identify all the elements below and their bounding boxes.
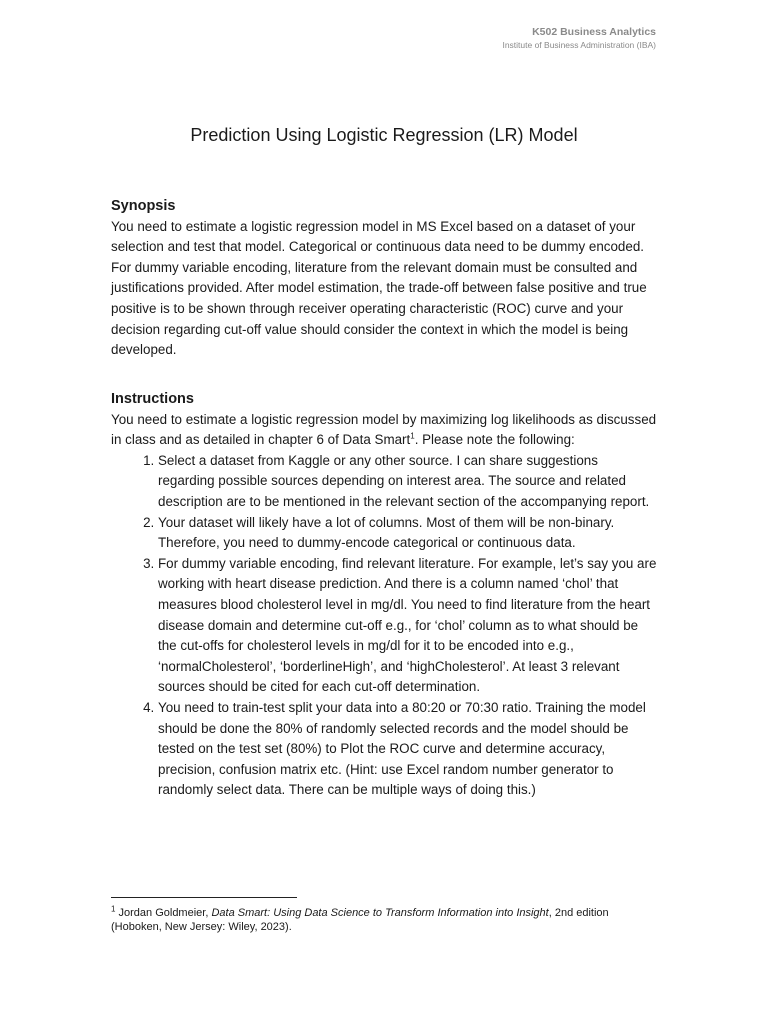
synopsis-text: You need to estimate a logistic regression model in MS Excel based on a dataset of your selection and test that model. Categorical or continuous data need to be dummy encoded. For dummy variable encoding, literature from the relevant domain must be consulted and justifications provided. After model estimation, the trade-off between false positive and true positive is to be shown through receiver operating characteristic (ROC) curve and your decision regarding cut-off value should consider the context in which the model is being developed.: [111, 218, 647, 358]
list-item: 1. Select a dataset from Kaggle or any other source. I can share suggestions regarding possible sources depending on interest area. The source and related description are to be mentioned in the relevant section of the accompanying report.: [158, 451, 657, 513]
footnote: [111, 906, 657, 934]
instructions-heading: Instructions: [111, 391, 194, 407]
course-name: K502 Business Analytics: [532, 26, 656, 38]
footnote-divider: [111, 897, 297, 898]
instructions-list: [111, 451, 657, 801]
document-header: [502, 26, 656, 51]
list-item: 2. Your dataset will likely have a lot of columns. Most of them will be non-binary. Therefore, you need to dummy-encode categorical or continuous data.: [158, 513, 657, 554]
list-item: 4. You need to train-test split your data into a 80:20 or 70:30 ratio. Training the model should be done the 80% of randomly selected records and the model should be tested on the test set (80%) to Plot the ROC curve and determine accuracy, precision, confusion matrix etc. (Hint: use Excel random number generator to randomly select data. There can be multiple ways of doing this.): [158, 698, 657, 801]
institute-name: Institute of Business Administration (IBA): [502, 40, 656, 50]
footnote-ref[interactable]: 1: [410, 431, 415, 441]
synopsis-section: [111, 196, 657, 361]
footnote-details: , 2nd edition (Hoboken, New Jersey: Wiley, 2023).: [111, 907, 609, 933]
footnote-book-title: Data Smart: Using Data Science to Transform Information into Insight: [211, 907, 549, 919]
intro-text: You need to estimate a logistic regression model by maximizing log likelihoods as discussed in class and as detailed in chapter 6 of Data Smart: [111, 411, 657, 448]
footnote-marker: 1: [111, 904, 116, 914]
synopsis-heading: Synopsis: [111, 198, 176, 214]
footnote-author: Jordan Goldmeier,: [115, 907, 212, 919]
instructions-section: [111, 389, 657, 801]
page-title: Prediction Using Logistic Regression (LR) Model: [190, 125, 578, 145]
list-item: 3. For dummy variable encoding, find relevant literature. For example, let’s say you are working with heart disease prediction. And there is a column named ‘chol’ that measures blood cholesterol level in mg/dl. You need to find literature from the heart disease domain and determine cut-off e.g., for ‘chol’ column as to what should be the cut-offs for cholesterol levels in mg/dl for it to be encoded into e.g., ‘normalCholesterol’, ‘borderlineHigh’, and ‘highCholesterol’. At least 3 relevant sources should be cited for each cut-off determination.: [158, 554, 657, 698]
instructions-intro: [111, 410, 657, 451]
intro-text-end: . Please note the following:: [414, 432, 575, 448]
